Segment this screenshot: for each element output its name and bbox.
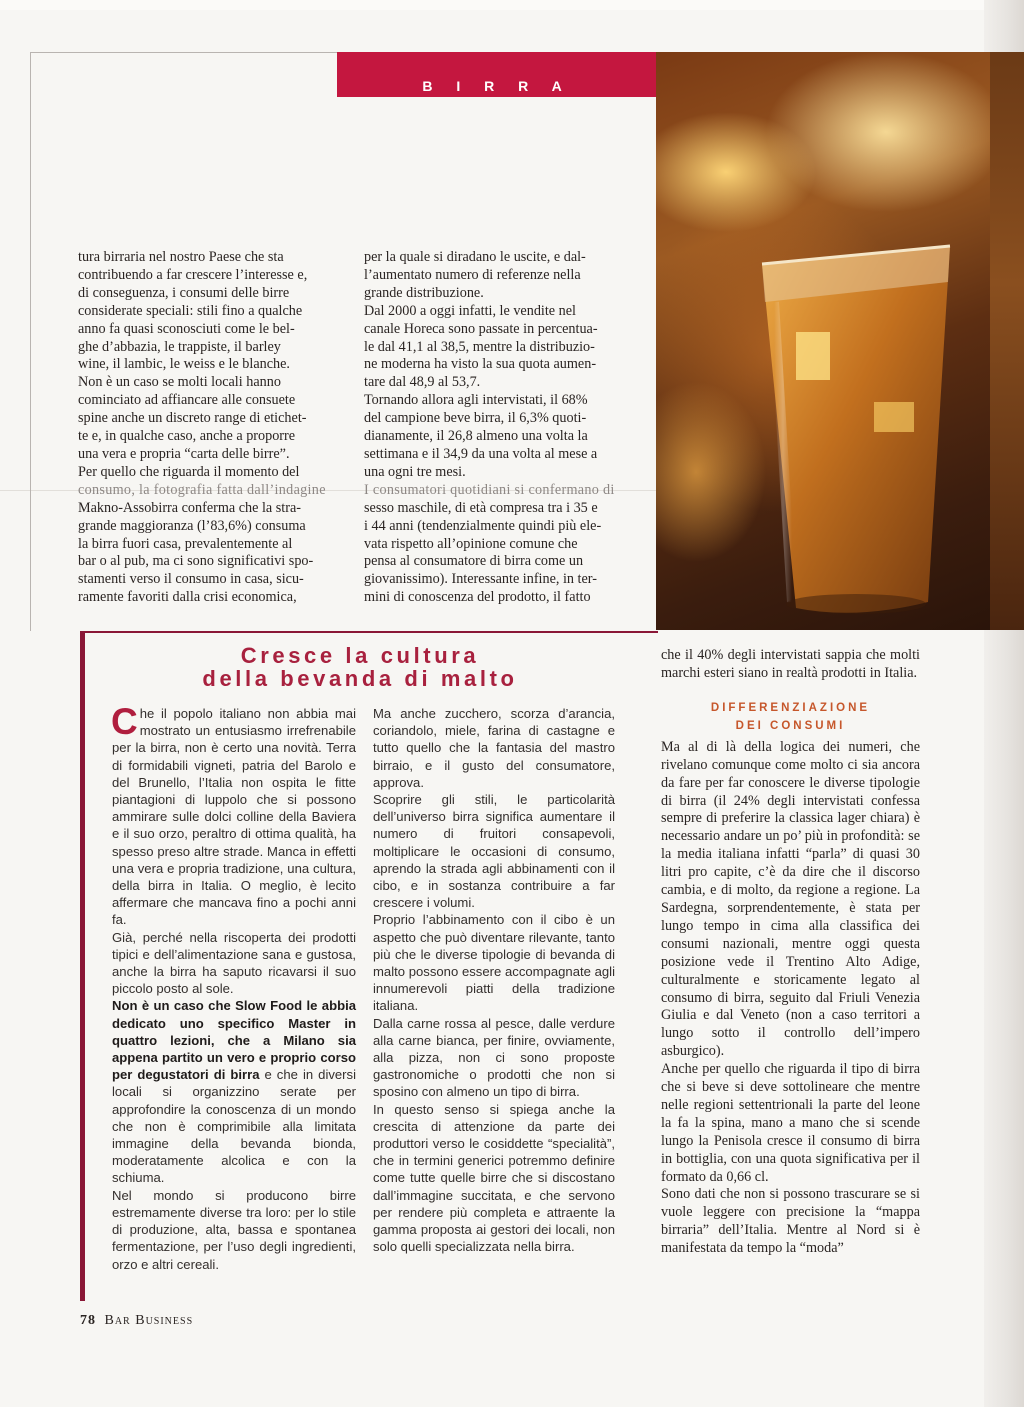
page-number: 78 bbox=[80, 1313, 96, 1328]
sidebar-paragraph: Già, perché nella riscoperta dei prodotti tipici e dell’alimentazione sana e gustosa, anche la birra ha saputo ricavarsi il suo piccolo posto al sole. bbox=[112, 929, 356, 997]
body-paragraph: Anche per quello che riguarda il tipo di birra che si beve si deve sottolineare che mentre nelle regioni settentrionali la parte del leone la fa la spina, mano a mano che si scende lungo la Penisola cresce il consumo di birra in bottiglia, con una quota significativa per il formato da 0,66 cl. bbox=[661, 1061, 920, 1185]
magazine-name: Bar Business bbox=[104, 1313, 194, 1328]
sidebar-paragraph: Proprio l’abbinamento con il cibo è un aspetto che può diventare rilevante, tanto più che le diverse tipologie di bevanda di malto possono essere accompagnate agli innumerevoli piatti della tradizione italiana. bbox=[373, 912, 615, 1014]
headline-line-1: Cresce la cultura bbox=[240, 643, 480, 668]
text-line: contribuendo a far crescere l’interesse e, bbox=[78, 266, 308, 283]
beer-glass-photo bbox=[656, 52, 990, 630]
sidebar-column-1 bbox=[111, 701, 356, 1273]
text-line: la birra fuori casa, prevalentemente al bbox=[78, 535, 293, 552]
text-line: sesso maschile, di età compresa tra i 35 e bbox=[364, 499, 598, 516]
text-line: Per quello che riguarda il momento del bbox=[78, 463, 300, 480]
subheading-line-2: DEI CONSUMI bbox=[735, 719, 846, 732]
body-paragraph: Ma al di là della logica dei numeri, che rivelano comunque come molto ci sia ancora da fare per far conoscere le diverse tipologie di birra (il 24% degli intervistati confessa sempre di preferire la classica lager chiara) è necessario andare un po’ più in profondità: se la media italiana infatti “parla” di quasi 30 litri pro capite, c’è da dire che il discorso cambia, e di molto, da regione a regione. La Sardegna, sorprendentemente, è stata per lungo tempo in cima alla classifica dei consumi nazionali, mentre oggi questa posizione vede il Trentino Alto Adige, culturalmente e storicamente legato al consumo di birra, seguito dal Friuli Venezia Giulia e dal Veneto (non a caso territori a lungo sotto il controllo dell’impero asburgico). bbox=[661, 738, 920, 1060]
text-line: spine anche un discreto range di etichet- bbox=[78, 410, 307, 427]
sidebar-headline bbox=[90, 644, 630, 690]
top-column-2 bbox=[364, 249, 627, 607]
text-line: ramente favoriti dalla crisi economica, bbox=[78, 589, 297, 606]
text-line: una vera e propria “carta delle birre”. bbox=[78, 445, 290, 462]
text-line: grande maggioranza (l’83,6%) consuma bbox=[78, 517, 306, 534]
sidebar-paragraph: Ma anche zucchero, scorza d’arancia, coriandolo, miele, farina di castagne e tutto quello che la fantasia del mastro birraio, e il gusto del consumatore, approva. bbox=[373, 706, 615, 790]
subheading-line-1: DIFFERENZIAZIONE bbox=[710, 701, 871, 714]
text-line: di conseguenza, i consumi delle birre bbox=[78, 284, 290, 301]
sidebar-paragraph: Che il popolo italiano non abbia mai mostrato un entusiasmo irrefrenabile per la birra, non è certo una novità. Terra di formidabili vigneti, patria del Barolo e del Brunello, l’Italia non ospita le fitte piantagioni di luppolo che si possono ammirare sulle dolci colline della Baviera e il suo orzo, peraltro di ottima qualità, ha spesso preso altre strade. Manca in effetti una vera e propria tradizione, una cultura, della birra in Italia. O meglio, è lecito affermare che mancava fino a pochi anni fa. bbox=[111, 701, 356, 928]
text-line: Dal 2000 a oggi infatti, le vendite nel bbox=[364, 302, 576, 319]
text-line: vata rispetto all’opinione comune che bbox=[364, 535, 578, 552]
adjacent-page-photo-edge bbox=[990, 52, 1024, 630]
text-line: wine, il lambic, le weiss e le blanche. bbox=[78, 356, 290, 373]
text-line: ne moderna ha visto la sua quota aumen- bbox=[364, 356, 597, 373]
text-line: Makno-Assobirra conferma che la stra- bbox=[78, 499, 301, 516]
text-line: del campione beve birra, il 6,3% quoti- bbox=[364, 410, 587, 427]
sidebar-left-rule bbox=[80, 633, 85, 1301]
text-line: stamenti verso il consumo in casa, sicu- bbox=[78, 571, 304, 588]
text-line: settimana e il 34,9 da una volta al mese a bbox=[364, 445, 598, 462]
bold-lead: Non è un caso che Slow Food le abbia dedicato uno specifico Master in quattro lezioni, che a Milano sia appena partito un vero e proprio corso per degustatori di birra bbox=[112, 998, 356, 1083]
text-line: cominciato ad affiancare alle consuete bbox=[78, 392, 296, 409]
text-line: te e, in qualche caso, anche a proporre bbox=[78, 428, 296, 445]
text-line: considerate speciali: stili fino a qualche bbox=[78, 302, 303, 319]
page-top-margin bbox=[0, 0, 1024, 10]
page-footer bbox=[80, 1313, 193, 1329]
sidebar-paragraph: Non è un caso che Slow Food le abbia dedicato uno specifico Master in quattro lezioni, che a Milano sia appena partito un vero e proprio corso per degustatori di birra e che in diversi locali si organizzino serate per approfondire la conoscenza di un mondo che non è comprimibile alla limitata immagine della bevanda bionda, moderatamente alcolica e con la schiuma. bbox=[112, 998, 356, 1186]
text-line: anno fa quasi sconosciuti come le bel- bbox=[78, 320, 295, 337]
body-paragraph: Sono dati che non si possono trascurare se si vuole leggere con precisione la “mappa birraria” dell’Italia. Mentre al Nord si è manifestata da tempo la “moda” bbox=[661, 1186, 920, 1257]
sidebar-top-rule bbox=[80, 631, 658, 633]
text-line: l’aumentato numero di referenze nella bbox=[364, 266, 581, 283]
text-line: Non è un caso se molti locali hanno bbox=[78, 374, 281, 391]
text-line: i 44 anni (tendenzialmente quindi più ele- bbox=[364, 517, 602, 534]
text-line: le dal 41,1 al 38,5, mentre la distribuzio- bbox=[364, 338, 595, 355]
text-line: tura birraria nel nostro Paese che sta bbox=[78, 249, 284, 265]
text-line: Tornando allora agli intervistati, il 68% bbox=[364, 392, 588, 409]
section-banner bbox=[337, 52, 657, 97]
sidebar-paragraph: In questo senso si spiega anche la crescita di attenzione da parte dei produttori verso le cosiddette “specialità”, che in termini generici potremmo definire come tutte quelle birre che si discostano dall’immagine succitata, e che servono per rendere più completa e attraente la gamma proposta ai gestori dei locali, non solo quelli specializzata nella birra. bbox=[373, 1101, 615, 1255]
headline-line-2: della bevanda di malto bbox=[202, 666, 518, 691]
subheading bbox=[661, 699, 920, 735]
text-line: una ogni tre mesi. bbox=[364, 463, 466, 480]
text-line: consumo, la fotografia fatta dall’indagine bbox=[78, 481, 326, 498]
text-line: canale Horeca sono passate in percentua- bbox=[364, 320, 598, 337]
text-line: ghe d’abbazia, le trappiste, il barley bbox=[78, 338, 281, 355]
sidebar-column-2 bbox=[373, 705, 615, 1256]
section-label: B I R R A bbox=[422, 78, 572, 94]
text-line: grande distribuzione. bbox=[364, 284, 484, 301]
sidebar-paragraph: Scoprire gli stili, le particolarità dell’universo birra significa aumentare il numero di fruitori consapevoli, moltiplicare le occasioni di consumo, aprendo la strada agli abbinamenti con il cibo, e in sostanza contribuire a far crescere i volumi. bbox=[373, 792, 615, 911]
drop-cap: C bbox=[111, 701, 138, 742]
text-line: tare dal 48,9 al 53,7. bbox=[364, 374, 481, 391]
text-line: pensa al consumatore di birra come un bbox=[364, 553, 584, 570]
text-line: I consumatori quotidiani si confermano di bbox=[364, 481, 615, 498]
right-column bbox=[661, 647, 920, 1258]
body-paragraph: che il 40% degli intervistati sappia che molti marchi esteri siano in realtà prodotti in Italia. bbox=[661, 647, 920, 681]
top-column-1 bbox=[78, 249, 336, 607]
text-line: mini di conoscenza del prodotto, il fatto bbox=[364, 589, 591, 606]
text-line: per la quale si diradano le uscite, e dal- bbox=[364, 249, 586, 265]
beer-glass-icon bbox=[756, 242, 956, 622]
sidebar-paragraph: Dalla carne rossa al pesce, dalle verdure alla carne bianca, per finire, ovviamente, alla pizza, non ci sono proposte gastronomiche o prodotti che non si sposino con almeno un tipo di birra. bbox=[373, 1015, 615, 1100]
text-line: bar o al pub, ma ci sono significativi spo- bbox=[78, 553, 314, 570]
text-line: giovanissimo). Interessante infine, in ter- bbox=[364, 571, 597, 588]
sidebar-paragraph: Nel mondo si producono birre estremamente diverse tra loro: per lo stile di produzione, alta, bassa e spontanea fermentazione, per l’uso degli ingredienti, orzo e altri cereali. bbox=[112, 1187, 356, 1272]
text-line: dianamente, il 26,8 almeno una volta la bbox=[364, 428, 588, 445]
